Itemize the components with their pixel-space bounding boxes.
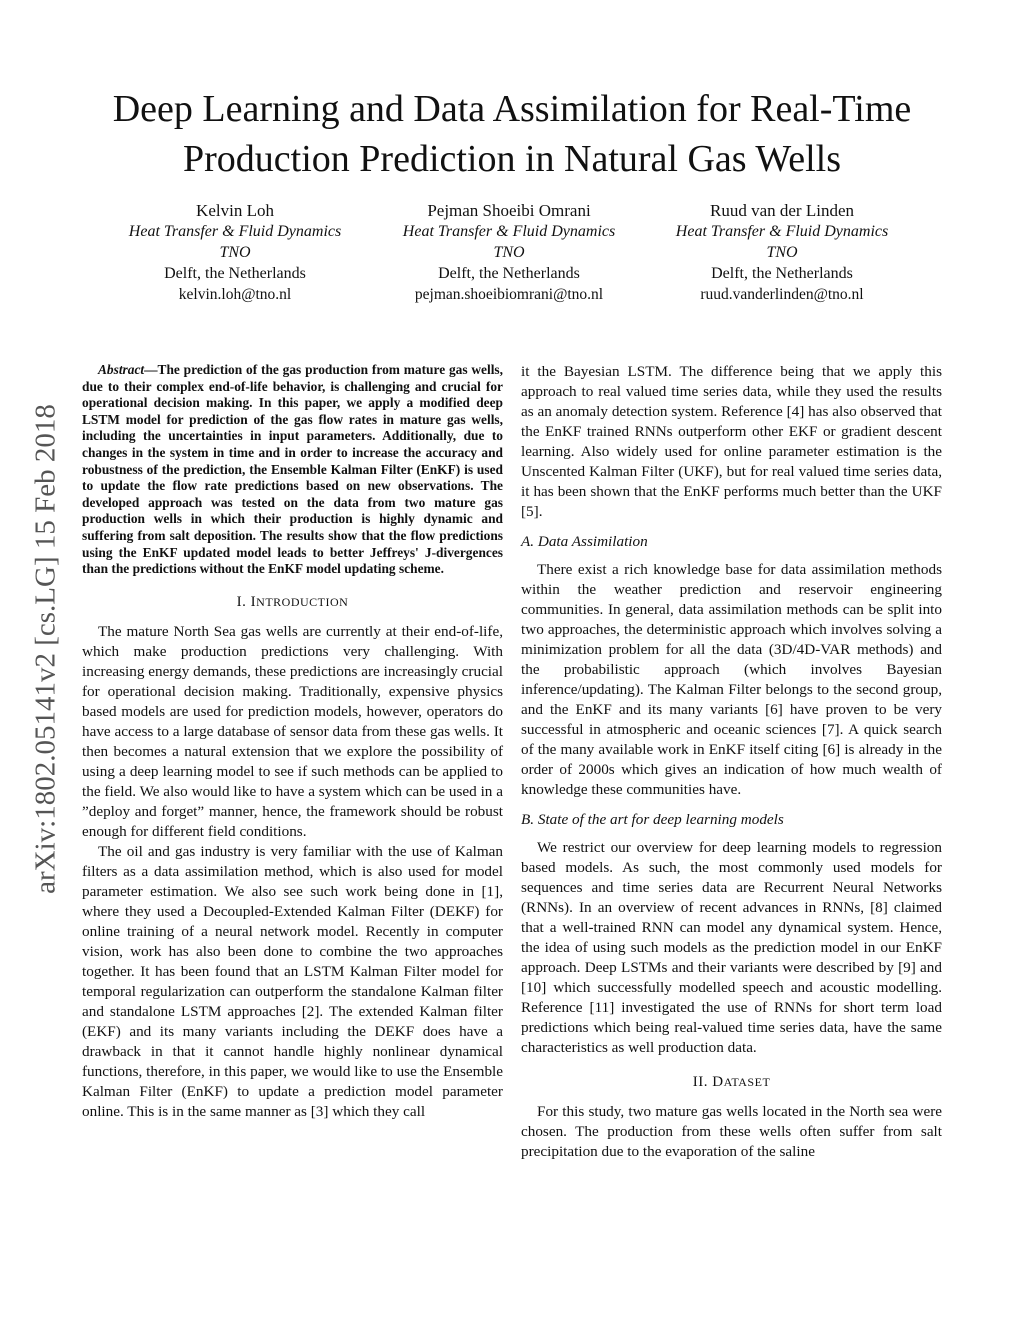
paragraph: The mature North Sea gas wells are currently at their end-of-life, which make production predictions very challenging. With increasing energy demands, these predictions are increasingly crucial for operational decision making. Traditionally, expensive physics based models are used for prediction models, however, operators do have access to a large database of sensor data from these gas wells. It then becomes a natural extension that we explore the possibility of using a deep learning model to see if such methods can be applied to the field. We also would like to have a system which can be used in a ”deploy and forget” manner, hence, the framework should be robust enough for different field conditions. (82, 622, 503, 840)
right-column (521, 362, 942, 1162)
author-location: Delft, the Netherlands (711, 265, 853, 282)
author-3 (632, 200, 932, 305)
author-name: Ruud van der Linden (710, 201, 854, 220)
abstract-label: Abstract (98, 362, 145, 377)
author-email: pejman.shoeibiomrani@tno.nl (414, 286, 604, 303)
author-location: Delft, the Netherlands (438, 265, 580, 282)
author-location: Delft, the Netherlands (164, 265, 306, 282)
section-numeral: I. (236, 593, 247, 610)
left-column (82, 362, 503, 1122)
paragraph: The oil and gas industry is very familiar with the use of Kalman filters as a data assimilation method, which is also used for model parameter estimation. We also see such work being done in [1], where they used a Decoupled-Extended Kalman Filter (DEKF) for online training of a neural network model. Recently in computer vision, work has also been done to combine the two approaches together. It has been found that an LSTM Kalman Filter model for temporal regularization can outperform the standalone Kalman filter and standalone LSTM approaches [2]. The extended Kalman filter (EKF) and its many variants including the DEKF does have a drawback in that it cannot handle highly nonlinear dynamical functions, therefore, in this paper, we would like to use the Ensemble Kalman Filter (EnKF) to update a prediction model parameter online. This is in the same manner as [3] which they call (82, 842, 503, 1120)
author-organization: TNO (766, 244, 798, 261)
section-heading-dataset (521, 1072, 942, 1092)
subsection-heading-data-assimilation: A. Data Assimilation (521, 533, 648, 550)
section-title-cap: D (712, 1074, 724, 1090)
author-organization: TNO (219, 244, 251, 261)
paragraph-continued: it the Bayesian LSTM. The difference being that we apply this approach to real valued time series data, while they used the results as an anomaly detection system. Reference [4] has also observed that the EnKF trained RNNs outperform other EKF or gradient descent learning. Also widely used for online parameter estimation is the Unscented Kalman Filter (UKF), but for real valued time series data, it has been shown that the EnKF performs much better than the UKF [5]. (521, 363, 942, 520)
title-line: Production Prediction in Natural Gas Wells (183, 138, 841, 180)
author-department: Heat Transfer & Fluid Dynamics (128, 223, 342, 240)
author-name: Kelvin Loh (196, 201, 274, 220)
paragraph: For this study, two mature gas wells located in the North sea were chosen. The production from these wells often suffer from salt precipitation due to the evaporation of the saline (521, 1103, 942, 1160)
arxiv-sidebar (28, 354, 64, 944)
author-email: kelvin.loh@tno.nl (178, 286, 292, 303)
author-email: ruud.vanderlinden@tno.nl (700, 286, 864, 303)
paper-title (60, 84, 964, 184)
author-department: Heat Transfer & Fluid Dynamics (402, 223, 616, 240)
author-1 (85, 200, 385, 305)
author-2 (359, 200, 659, 305)
arxiv-identifier: arXiv:1802.05141v2 [cs.LG] 15 Feb 2018 (29, 404, 62, 894)
section-title-rest: ATASET (723, 1075, 771, 1089)
author-department: Heat Transfer & Fluid Dynamics (675, 223, 889, 240)
paragraph: We restrict our overview for deep learning models to regression based models. As such, the most commonly used models for sequences and time series data are Recurrent Neural Networks (RNNs). In an overview of recent advances in RNNs, [8] claimed that a well-trained RNN can model any dynamical system. Hence, the idea of using such models as the prediction model in our EnKF approach. Deep LSTMs and their variants were described by [9] and [10] which successfully modelled speech and acoustic modelling. Reference [11] investigated the use of RNNs for short term load predictions which being real-valued time series data, have the same characteristics as well production data. (521, 839, 942, 1056)
subsection-heading-state-of-the-art: B. State of the art for deep learning models (521, 811, 784, 828)
abstract-text: —The prediction of the gas production from mature gas wells, due to their complex end-of-life behavior, is challenging and crucial for operational decision making. In this paper, we apply a modified deep LSTM model for prediction of the gas flow rates in mature gas wells, including the uncertainties in input parameters. Additionally, due to changes in the system in time and in order to increase the accuracy and robustness of the prediction, the Ensemble Kalman Filter (EnKF) is used to update the flow rate predictions based on new observations. The developed approach was tested on the data from two mature gas production wells in which their production is highly dynamic and suffering from salt deposition. The results show that the flow predictions using the EnKF updated model leads to better Jeffreys' J-divergences than the predictions without the EnKF model updating scheme. (82, 362, 503, 577)
section-heading-introduction (82, 592, 503, 612)
title-line: Deep Learning and Data Assimilation for Real-Time (112, 88, 912, 130)
author-name: Pejman Shoeibi Omrani (427, 201, 591, 220)
section-title-cap: I (250, 593, 257, 610)
section-numeral: II. (692, 1074, 708, 1090)
author-organization: TNO (493, 244, 525, 261)
abstract (82, 362, 503, 578)
section-title-rest: NTRODUCTION (256, 594, 349, 609)
paragraph: There exist a rich knowledge base for data assimilation methods within the weather prediction and reservoir engineering communities. In general, data assimilation methods can be split into two approaches, the deterministic approach which involves solving a minimization problem for all the data (3D/4D-VAR methods) and the probabilistic approach (which involves Bayesian inference/updating). The Kalman Filter belongs to the second group, and the EnKF and its many variants [6] have proven to be very successful in atmospheric and oceanic sciences [7]. A quick search of the many available work in EnKF itself citing [6] is already in the order of 2000s which gives an indication of how much wealth of knowledge these communities have. (521, 561, 942, 798)
